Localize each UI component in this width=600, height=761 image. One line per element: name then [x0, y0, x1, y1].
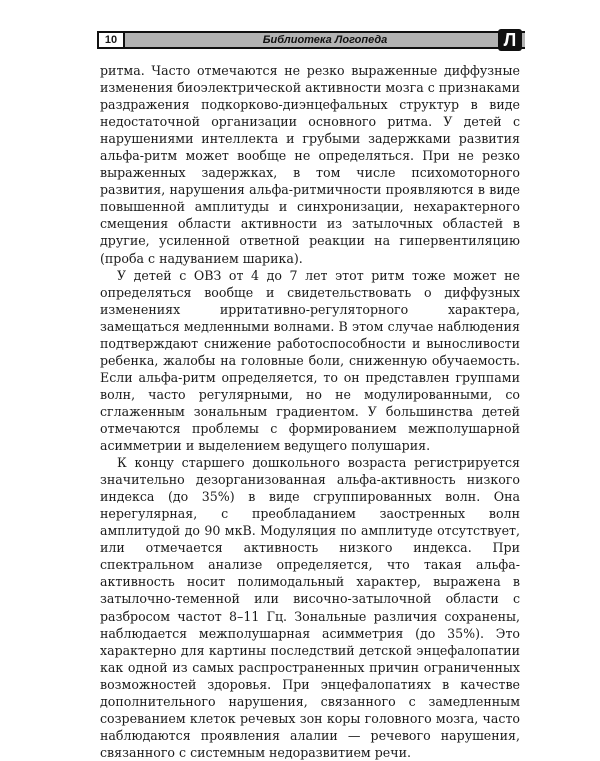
paragraph: У детей с ОВЗ от 4 до 7 лет этот ритм тоже может не определяться вообще и свидетельствовать о диффузных изменениях ирритативно-регуляторного характера, замещаться медленными волнами. В этом случае наблюдения подтверждают снижение работоспособности и выносливости ребенка, жалобы на головные боли, сниженную обучаемость. Если альфа-ритм определяется, то он представлен группами волн, часто регулярными, но не модулированными, со сглаженным зональным градиентом. У большинства детей отмечаются проблемы с формированием межполушарной асимметрии и выделением ведущего полушария.: [100, 267, 520, 454]
paragraph: К концу старшего дошкольного возраста регистрируется значительно дезорганизованная альфа-активность низкого индекса (до 35%) в виде сгруппированных волн. Она нерегулярная, с преобладанием заостренных волн амплитудой до 90 мкВ. Модуляция по амплитуде отсутствует, или отмечается активность низкого индекса. При спектральном анализе определяется, что такая альфа-активность носит полимодальный характер, выражена в затылочно-теменной или височно-затылочной области с разбросом частот 8–11 Гц. Зональные различия сохранены, наблюдается межполушарная асимметрия (до 35%). Это характерно для картины последствий детской энцефалопатии как одной из самых распространенных причин ограниченных возможностей здоровья. При энцефалопатиях в качестве дополнительного нарушения, связанного с замедленным созреванием клеток речевых зон коры головного мозга, часто наблюдаются проявления алалии — речевого нарушения, связанного с системным недоразвитием речи.: [100, 455, 520, 760]
running-title: Библиотека Логопеда: [125, 31, 525, 49]
page-number: 10: [97, 31, 125, 49]
running-header: [97, 31, 525, 49]
body-text: [100, 62, 520, 761]
logo-badge: [498, 29, 522, 51]
paragraph: ритма. Часто отмечаются не резко выраженные диффузные изменения биоэлектрической активности мозга с признаками раздражения подкорково-диэнцефальных структур в виде недостаточной организации основного ритма. У детей с нарушениями интеллекта и грубыми задержками развития альфа-ритм может вообще не определяться. При не резко выраженных задержках, в том числе психомоторного развития, нарушения альфа-ритмичности проявляются в виде повышенной амплитуды и синхронизации, нехарактерного смещения области активности из затылочных областей в другие, усиленной ответной реакции на гипервентиляцию (проба с надуванием шарика).: [100, 63, 520, 266]
logo-letter: Л: [503, 30, 517, 50]
